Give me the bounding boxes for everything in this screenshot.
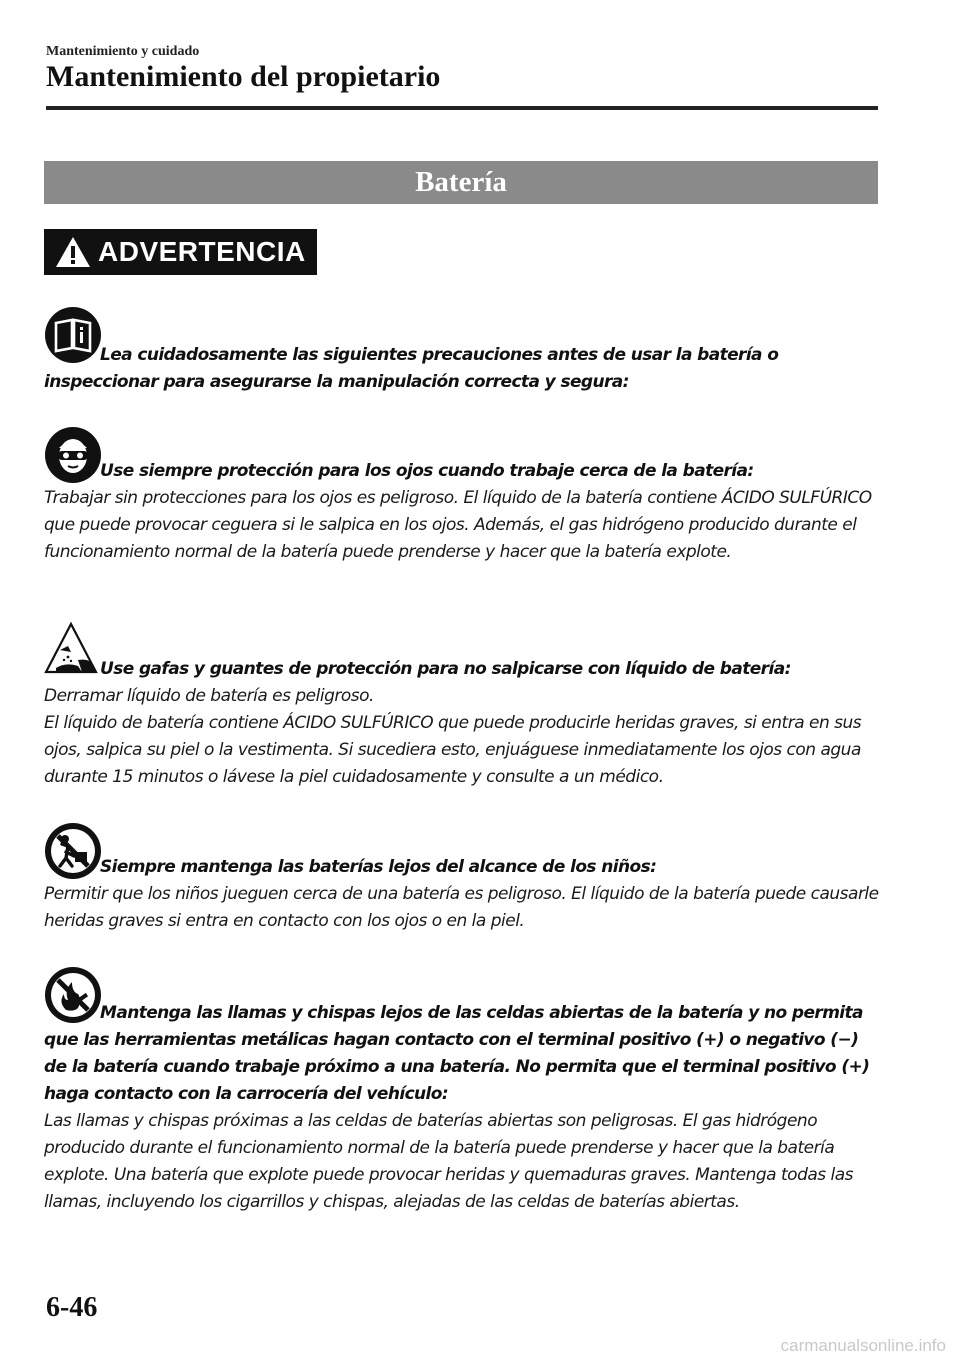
title-rule <box>46 106 878 110</box>
warning-word: ADVERTENCIA <box>98 236 306 267</box>
precaution-lead: Use gafas y guantes de protección para no salpicarse con líquido de batería: <box>100 659 791 679</box>
eye-protection-icon <box>44 426 102 484</box>
precaution-flames-sparks <box>44 966 880 1216</box>
precaution-body: Trabajar sin protecciones para los ojos es peligroso. El líquido de la batería contiene ÁCIDO SULFÚRICO que puede provocar ceguera si le salpica en los ojos. Además, el gas hidrógeno producido durante el funcionamiento normal de la batería puede prenderse y hacer que la batería explote. <box>44 488 872 562</box>
precaution-lead: Use siempre protección para los ojos cuando trabaje cerca de la batería: <box>100 461 754 481</box>
precaution-body: Las llamas y chispas próximas a las celdas de baterías abiertas son peligrosas. El gas hidrógeno producido durante el funcionamiento normal de la batería puede prenderse y hacer que la batería explote. Una batería que explote puede provocar heridas y quemaduras graves. Mantenga todas las llamas, incluyendo los cigarrillos y chispas, alejadas de las celdas de baterías abiertas. <box>44 1111 854 1212</box>
warning-triangle-icon <box>54 235 92 269</box>
precaution-body: Permitir que los niños jueguen cerca de una batería es peligroso. El líquido de la batería puede causarle heridas graves si entra en contacto con los ojos o en la piel. <box>44 884 879 931</box>
precaution-lead: Mantenga las llamas y chispas lejos de las celdas abiertas de la batería y no permita que las herramientas metálicas hagan contacto con el terminal positivo (+) o negativo (−) de la batería cuando trabaje próximo a una batería. No permita que el terminal positivo (+) haga contacto con la carrocería del vehículo: <box>44 1003 870 1104</box>
precaution-eye-protection <box>44 426 880 566</box>
precaution-read-manual <box>44 306 880 396</box>
manual-book-icon <box>44 306 102 364</box>
warning-label <box>44 229 317 275</box>
precaution-lead: Lea cuidadosamente las siguientes precauciones antes de usar la batería o inspeccionar para asegurarse la manipulación correcta y segura: <box>44 345 779 392</box>
precaution-acid-splash <box>44 620 880 791</box>
precaution-lead: Siempre mantenga las baterías lejos del alcance de los niños: <box>100 857 657 877</box>
no-flames-icon <box>44 966 102 1024</box>
section-title-band: Batería <box>44 161 878 204</box>
page-number: 6-46 <box>46 1292 98 1323</box>
page-title: Mantenimiento del propietario <box>46 60 441 93</box>
no-children-icon <box>44 822 102 880</box>
running-header-section: Mantenimiento y cuidado <box>46 44 200 59</box>
acid-splash-warning-icon <box>44 620 102 678</box>
precaution-children <box>44 822 880 935</box>
watermark: carmanualsonline.info <box>780 1336 946 1355</box>
precaution-body: Derramar líquido de batería es peligroso. El líquido de batería contiene ÁCIDO SULFÚRICO que puede producirle heridas graves, si entra en sus ojos, salpica su piel o la vestimenta. Si sucediera esto, enjuáguese inmediatamente los ojos con agua durante 15 minutos o lávese la piel cuidadosamente y consulte a un médico. <box>44 686 862 787</box>
